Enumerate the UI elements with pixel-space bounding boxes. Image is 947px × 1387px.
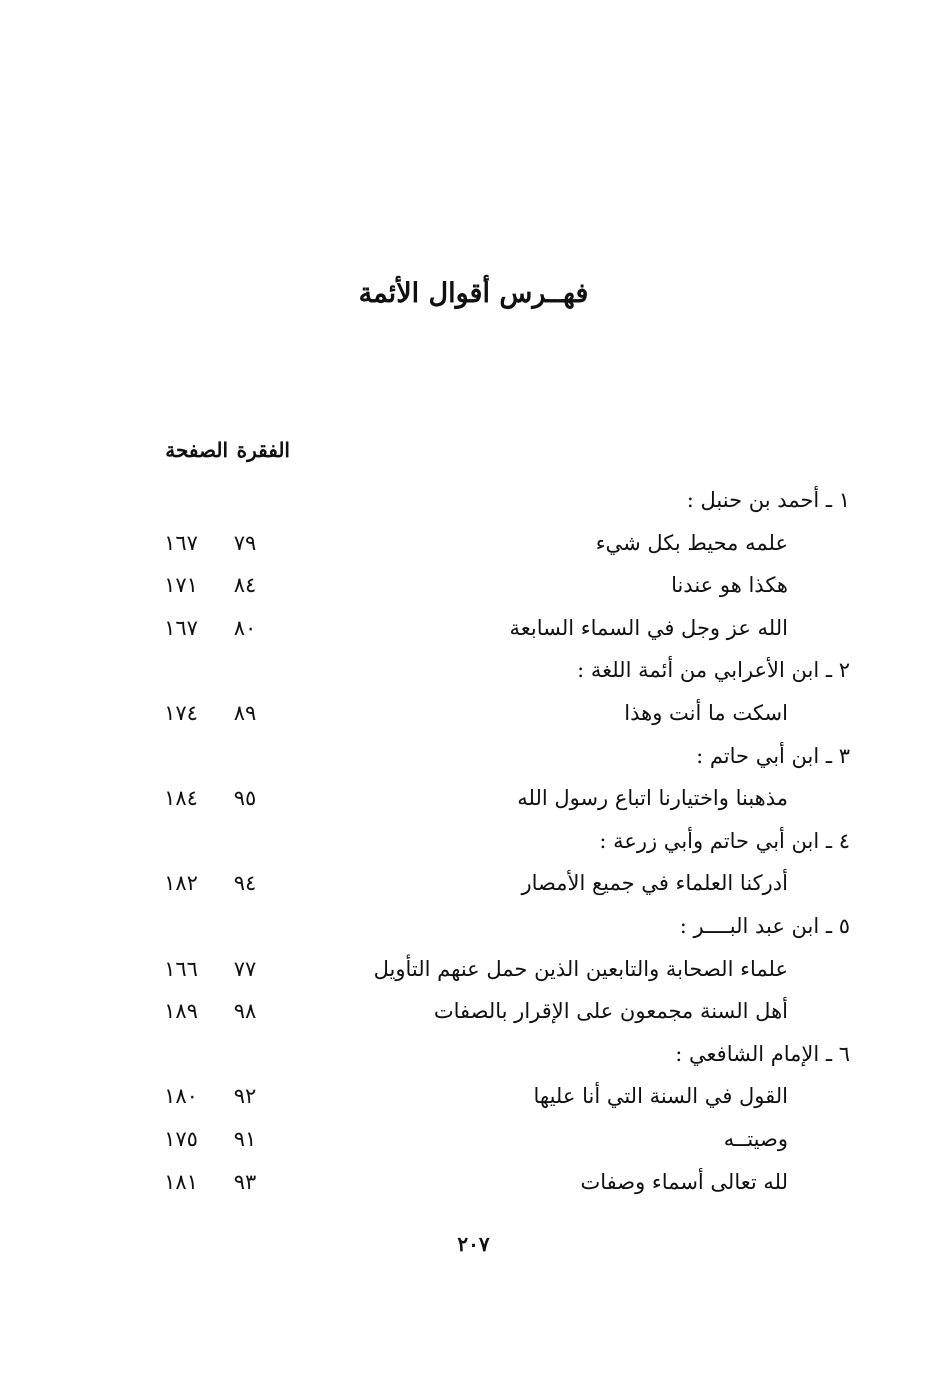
section-name: ٢ ـ ابن الأعرابي من أئمة اللغة : (577, 658, 850, 683)
page-reference: ١٨٠ (164, 1084, 198, 1109)
index-entry (140, 610, 850, 653)
page-reference: ١٦٧ (164, 615, 198, 640)
entry-text: الله عز وجل في السماء السابعة (509, 615, 788, 640)
page-title: فهــرس أقوال الأئمة (358, 278, 589, 309)
column-headers (140, 438, 300, 472)
index-list (140, 482, 850, 1206)
section-name: ٥ ـ ابن عبد البــــر : (679, 913, 850, 938)
index-section-heading (140, 908, 850, 951)
entry-text: علماء الصحابة والتابعين الذين حمل عنهم التأويل (373, 956, 788, 981)
page-reference: ١٨٤ (164, 786, 198, 811)
paragraph-number: ٧٧ (233, 956, 257, 981)
section-name: ٣ ـ ابن أبي حاتم : (696, 743, 850, 768)
index-section-heading (140, 823, 850, 866)
paragraph-number: ٩٣ (233, 1169, 257, 1194)
paragraph-number: ٨٠ (233, 615, 257, 640)
index-entry (140, 1121, 850, 1164)
paragraph-number: ٩١ (233, 1126, 257, 1151)
index-entry (140, 525, 850, 568)
paragraph-number: ٩٨ (233, 999, 257, 1024)
paragraph-number: ٩٢ (233, 1084, 257, 1109)
page-reference: ١٨٩ (164, 999, 198, 1024)
entry-text: أهل السنة مجمعون على الإقرار بالصفات (433, 999, 788, 1024)
index-entry (140, 780, 850, 823)
paragraph-number: ٧٩ (233, 530, 257, 555)
page-reference: ١٧٥ (164, 1126, 198, 1151)
entry-text: هكذا هو عندنا (671, 573, 788, 598)
paragraph-number: ٨٤ (233, 573, 257, 598)
page-reference: ١٦٧ (164, 530, 198, 555)
paragraph-number: ٨٩ (233, 700, 257, 725)
index-section-heading (140, 1036, 850, 1079)
index-entry (140, 567, 850, 610)
page-number: ٢٠٧ (457, 1232, 490, 1256)
page-reference: ١٨٢ (164, 871, 198, 896)
section-name: ٦ ـ الإمام الشافعي : (675, 1041, 850, 1066)
index-entry (140, 695, 850, 738)
index-section-heading (140, 652, 850, 695)
paragraph-number: ٩٥ (233, 786, 257, 811)
entry-text: لله تعالى أسماء وصفات (580, 1169, 788, 1194)
paragraph-number: ٩٤ (233, 871, 257, 896)
section-name: ١ ـ أحمد بن حنبل : (686, 488, 850, 512)
page-reference: ١٨١ (164, 1169, 198, 1194)
index-entry (140, 993, 850, 1036)
index-entry (140, 865, 850, 908)
entry-text: أدركنا العلماء في جميع الأمصار (521, 871, 788, 896)
entry-text: علمه محيط بكل شيء (595, 530, 788, 555)
page-reference: ١٧٤ (164, 700, 198, 725)
index-section-heading (140, 738, 850, 781)
section-name: ٤ ـ ابن أبي حاتم وأبي زرعة : (599, 828, 850, 853)
page-column-header: الصفحة (165, 438, 228, 462)
entry-text: مذهبنا واختيارنا اتباع رسول الله (517, 786, 788, 811)
index-entry (140, 951, 850, 994)
entry-text: القول في السنة التي أنا عليها (533, 1084, 788, 1109)
index-entry (140, 1164, 850, 1207)
page-reference: ١٦٦ (164, 956, 198, 981)
entry-text: اسكت ما أنت وهذا (624, 700, 788, 725)
paragraph-column-header: الفقرة (236, 438, 290, 462)
index-section-heading (140, 482, 850, 525)
index-entry (140, 1078, 850, 1121)
entry-text: وصيتــه (723, 1126, 788, 1151)
page-reference: ١٧١ (164, 573, 198, 598)
